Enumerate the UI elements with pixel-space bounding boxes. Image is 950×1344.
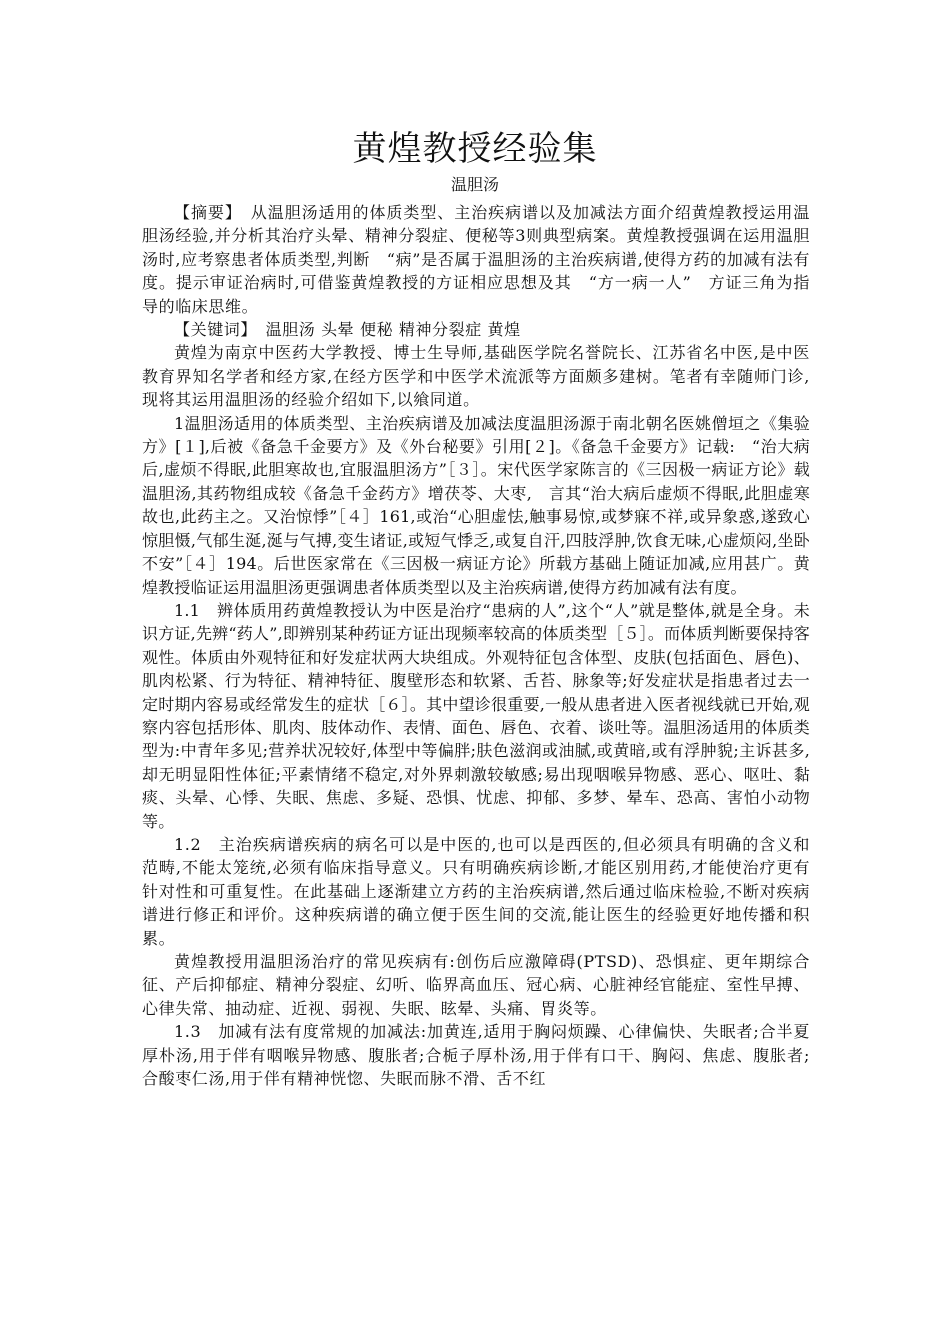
section-1-paragraph: 1温胆汤适用的体质类型、主治疾病谱及加减法度温胆汤源于南北朝名医姚僧垣之《集验方》[１],后被《备急千金要方》及《外台秘要》引用[２]。《备急千金要方》记载: “治大病后,虚烦不得眠,此胆寒故也,宜服温胆汤方”［３］。宋代医学家陈言的《三因极一病证方论》载温胆汤,其药物组成较《备急千金药方》增茯苓、大枣, 言其“治大病后虚烦不得眠,此胆虚寒故也,此药主之。又治惊悸”［４］161,或治“心胆虚怯,触事易惊,或梦寐不祥,或异象惑,遂致心惊胆慑,气郁生涎,涎与气搏,变生诸证,或短气悸乏,或复自汗,四肢浮肿,饮食无味,心虚烦闷,坐卧不安”［４］194。后世医家常在《三因极一病证方论》所载方基础上随证加减,应用甚广。黄煌教授临证运用温胆汤更强调患者体质类型以及主治疾病谱,使得方药加减有法有度。 bbox=[142, 413, 810, 597]
section-1-2-paragraph: 1.2 主治疾病谱疾病的病名可以是中医的,也可以是西医的,但必须具有明确的含义和范畴,不能太笼统,必须有临床指导意义。只有明确疾病诊断,才能区别用药,才能使治疗更有针对性和可重复性。在此基础上逐渐建立方药的主治疾病谱,然后通过临床检验,不断对疾病谱进行修正和评价。这种疾病谱的确立便于医生间的交流,能让医生的经验更好地传播和积累。 bbox=[142, 834, 810, 948]
section-1-1-paragraph: 1.1 辨体质用药黄煌教授认为中医是治疗“患病的人”,这个“人”就是整体,就是全身。未识方证,先辨“药人”,即辨别某种药证方证出现频率较高的体质类型［５］。而体质判断要保持客观性。体质由外观特征和好发症状两大块组成。外观特征包含体型、皮肤(包括面色、唇色)、肌肉松紧、行为特征、精神特征、腹壁形态和软紧、舌苔、脉象等;好发症状是指患者过去一定时期内容易或经常发生的症状［６］。其中望诊很重要,一般从患者进入医者视线就已开始,观察内容包括形体、肌肉、肢体动作、表情、面色、唇色、衣着、谈吐等。温胆汤适用的体质类型为:中青年多见;营养状况较好,体型中等偏胖;肤色滋润或油腻,或黄暗,或有浮肿貌;主诉甚多,却无明显阳性体征;平素情绪不稳定,对外界刺激较敏感;易出现咽喉异物感、恶心、呕吐、黏痰、头晕、心悸、失眠、焦虑、多疑、恐惧、忧虑、抑郁、多梦、晕车、恐高、害怕小动物等。 bbox=[142, 600, 810, 831]
document-subtitle: 温胆汤 bbox=[450, 175, 499, 194]
document-body bbox=[142, 201, 810, 1090]
abstract-paragraph: 【摘要】 从温胆汤适用的体质类型、主治疾病谱以及加减法方面介绍黄煌教授运用温胆汤经验,并分析其治疗头晕、精神分裂症、便秘等3则典型病案。黄煌教授强调在运用温胆汤时,应考察患者体质类型,判断 “病”是否属于温胆汤的主治疾病谱,使得方药的加减有法有度。提示审证治病时,可借鉴黄煌教授的方证相应思想及其 “方一病一人” 方证三角为指导的临床思维。 bbox=[142, 203, 810, 316]
disease-list-paragraph: 黄煌教授用温胆汤治疗的常见疾病有:创伤后应激障碍(PTSD)、恐惧症、更年期综合征、产后抑郁症、精神分裂症、幻听、临界高血压、冠心病、心脏神经官能症、室性早搏、心律失常、抽动症、近视、弱视、失眠、眩晕、头痛、胃炎等。 bbox=[142, 952, 810, 1018]
keywords-paragraph: 【关键词】 温胆汤 头晕 便秘 精神分裂症 黄煌 bbox=[174, 320, 521, 340]
intro-paragraph: 黄煌为南京中医药大学教授、博士生导师,基础医学院名誉院长、江苏省名中医,是中医教育界知名学者和经方家,在经方医学和中医学术流派等方面颇多建树。笔者有幸随师门诊,现将其运用温胆汤的经验介绍如下,以飨同道。 bbox=[142, 343, 810, 410]
document-title: 黄煌教授经验集 bbox=[352, 129, 598, 169]
section-1-3-paragraph: 1.3 加减有法有度常规的加减法:加黄连,适用于胸闷烦躁、心律偏快、失眠者;合半夏厚朴汤,用于伴有咽喉异物感、腹胀者;合栀子厚朴汤,用于伴有口干、胸闷、焦虑、腹胀者;合酸枣仁汤,用于伴有精神恍惚、失眠而脉不滑、舌不红 bbox=[142, 1022, 810, 1089]
